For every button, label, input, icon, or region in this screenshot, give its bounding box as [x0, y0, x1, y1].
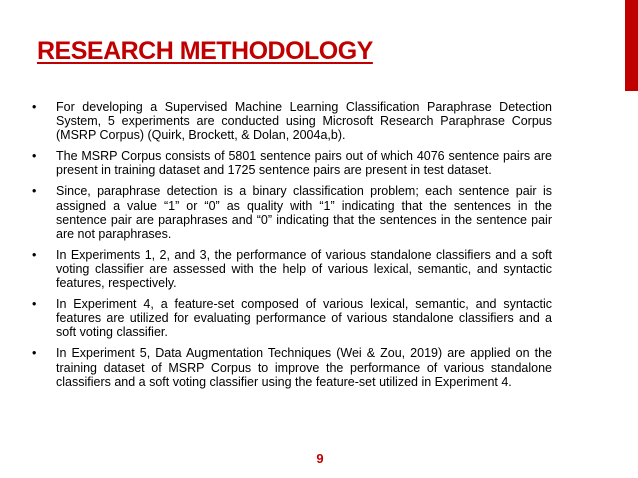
bullet-text: In Experiments 1, 2, and 3, the performance of various standalone classifiers and a soft voting classifier are assessed with the help of various lexical, semantic, and syntactic features, respectively. [56, 247, 552, 291]
bullet-text: For developing a Supervised Machine Learning Classification Paraphrase Detection System, 5 experiments are conducted using Microsoft Research Paraphrase Corpus (MSRP Corpus) (Quirk, Brockett, & Dolan, 2004a,b). [56, 100, 552, 143]
bullet-icon: • [32, 184, 37, 199]
bullet-icon: • [32, 100, 37, 114]
bullet-text: The MSRP Corpus consists of 5801 sentence pairs out of which 4076 sentence pairs are present in training dataset and 1725 sentence pairs are present in test dataset. [56, 149, 552, 178]
page-number: 9 [316, 451, 324, 466]
bullet-item [32, 248, 552, 290]
bullet-text: Since, paraphrase detection is a binary classification problem; each sentence pair is assigned a value “1” or “0” as quality with “1” indicating that the sentences in the sentence pair are paraphrases and “0” indicating that the sentences in the sentence pair are not paraphrases. [56, 184, 552, 241]
bullet-item [32, 184, 552, 240]
slide-title: RESEARCH METHODOLOGY [37, 37, 373, 65]
bullet-list [32, 100, 552, 396]
bullet-item [32, 100, 552, 142]
bullet-icon: • [32, 297, 37, 312]
bullet-item [32, 149, 552, 177]
bullet-text: In Experiment 5, Data Augmentation Techniques (Wei & Zou, 2019) are applied on the training dataset of MSRP Corpus to improve the performance of various standalone classifiers and a soft voting classifier using the feature-set utilized in Experiment 4. [56, 346, 552, 389]
bullet-icon: • [32, 247, 37, 262]
bullet-icon: • [32, 346, 37, 361]
bullet-text: In Experiment 4, a feature-set composed of various lexical, semantic, and syntactic features are utilized for evaluating performance of various standalone classifiers and a soft voting classifier. [56, 297, 552, 340]
accent-bar [625, 0, 638, 91]
bullet-icon: • [32, 149, 37, 164]
bullet-item [32, 297, 552, 339]
bullet-item [32, 346, 552, 388]
